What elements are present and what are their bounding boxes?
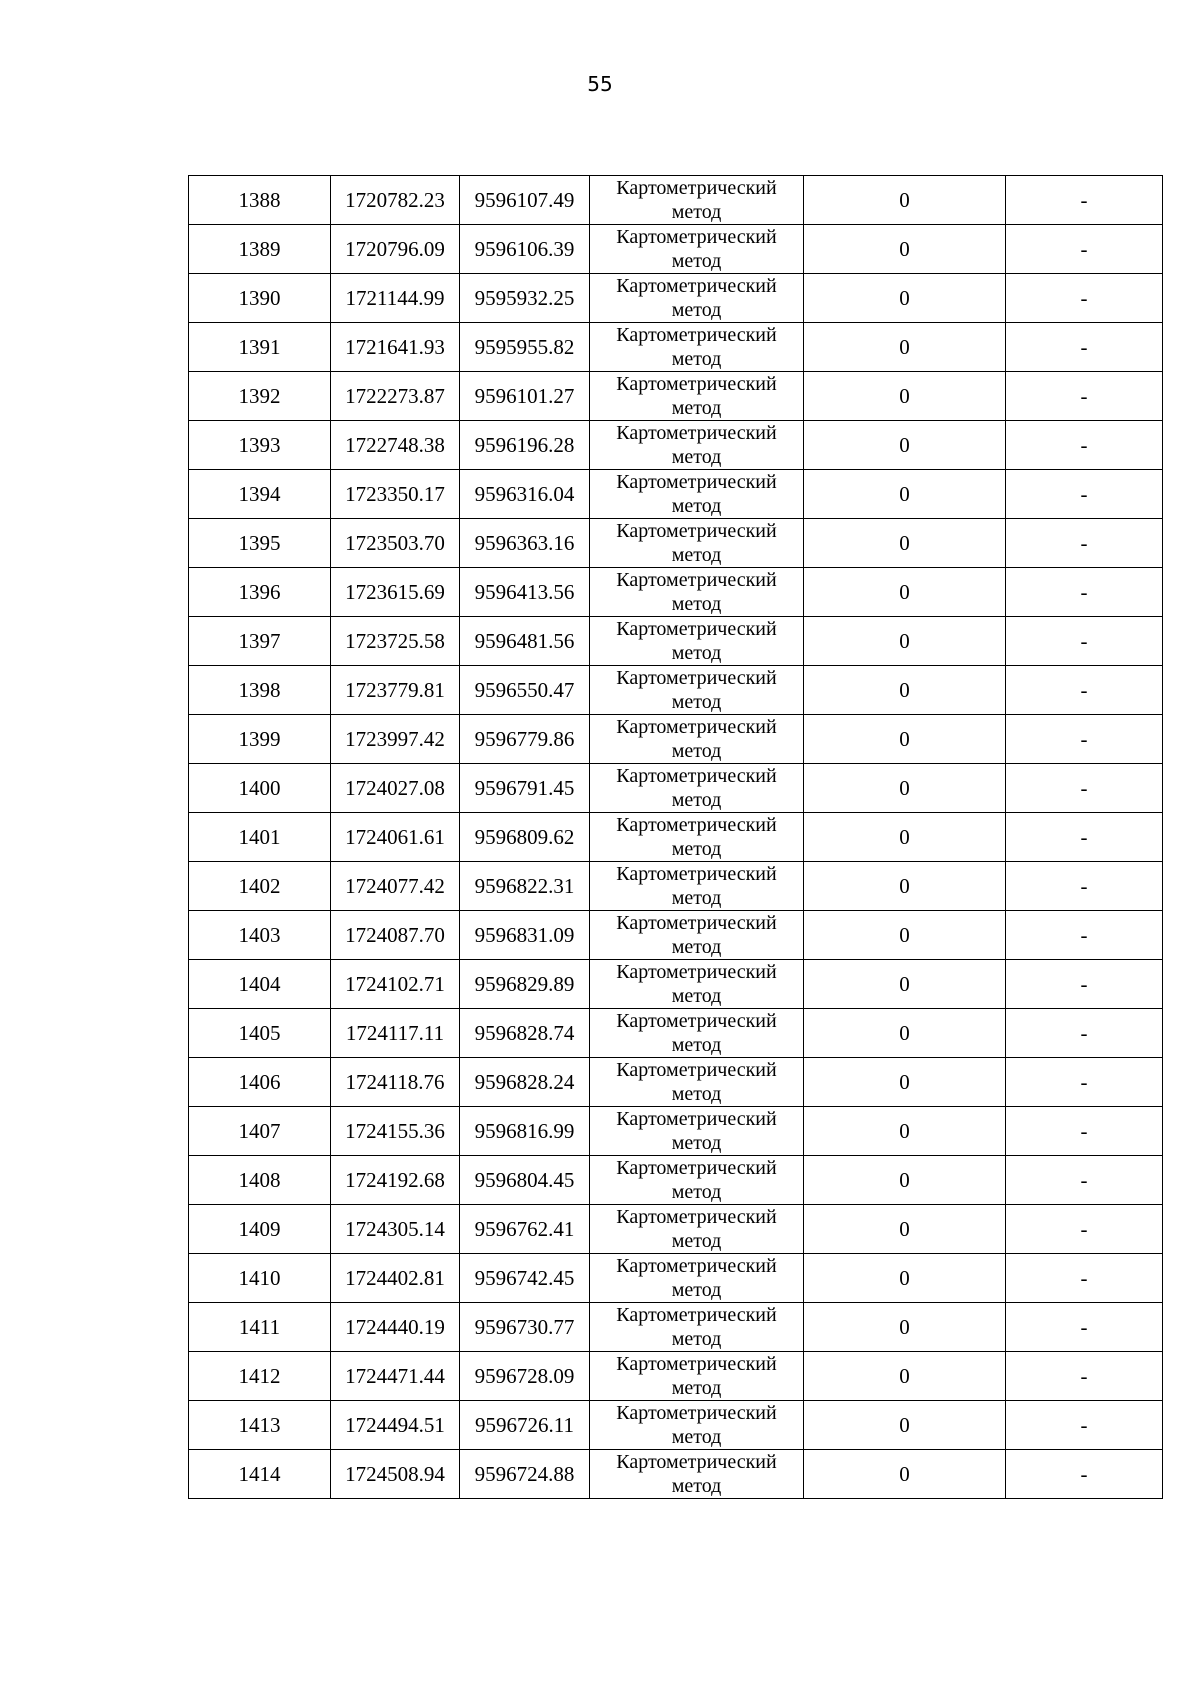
note-cell: - [1006, 1303, 1163, 1352]
method-text: Картометрический [616, 716, 777, 738]
note-cell: - [1006, 764, 1163, 813]
error-cell: 0 [804, 1401, 1006, 1450]
method-text: метод [671, 642, 722, 664]
method-text: Картометрический [616, 1157, 777, 1179]
y-coordinate-cell: 9596809.62 [460, 813, 590, 862]
point-number-cell: 1397 [189, 617, 331, 666]
y-coordinate-cell: 9596762.41 [460, 1205, 590, 1254]
x-coordinate-cell: 1724027.08 [331, 764, 460, 813]
method-text: Картометрический [616, 912, 777, 934]
point-number-cell: 1389 [189, 225, 331, 274]
method-text: метод [671, 1083, 722, 1105]
table-row [189, 1009, 1163, 1058]
method-text: Картометрический [616, 1108, 777, 1130]
method-cell [590, 764, 804, 813]
error-cell: 0 [804, 225, 1006, 274]
error-cell: 0 [804, 1205, 1006, 1254]
y-coordinate-cell: 9596724.88 [460, 1450, 590, 1499]
note-cell: - [1006, 568, 1163, 617]
y-coordinate-cell: 9596730.77 [460, 1303, 590, 1352]
method-cell [590, 1205, 804, 1254]
method-cell [590, 715, 804, 764]
x-coordinate-cell: 1724118.76 [331, 1058, 460, 1107]
x-coordinate-cell: 1724102.71 [331, 960, 460, 1009]
error-cell: 0 [804, 764, 1006, 813]
y-coordinate-cell: 9596831.09 [460, 911, 590, 960]
method-text: метод [671, 1426, 722, 1448]
point-number-cell: 1391 [189, 323, 331, 372]
coordinates-table [188, 175, 1163, 1499]
table-row [189, 1303, 1163, 1352]
method-text: метод [671, 838, 722, 860]
y-coordinate-cell: 9595955.82 [460, 323, 590, 372]
y-coordinate-cell: 9596828.24 [460, 1058, 590, 1107]
method-text: метод [671, 201, 722, 223]
table-row [189, 421, 1163, 470]
method-cell [590, 1352, 804, 1401]
x-coordinate-cell: 1724155.36 [331, 1107, 460, 1156]
method-text: метод [671, 1475, 722, 1497]
x-coordinate-cell: 1720796.09 [331, 225, 460, 274]
method-text: Картометрический [616, 618, 777, 640]
table-row [189, 1254, 1163, 1303]
y-coordinate-cell: 9595932.25 [460, 274, 590, 323]
x-coordinate-cell: 1721144.99 [331, 274, 460, 323]
method-text: метод [671, 593, 722, 615]
x-coordinate-cell: 1724192.68 [331, 1156, 460, 1205]
note-cell: - [1006, 911, 1163, 960]
error-cell: 0 [804, 1450, 1006, 1499]
point-number-cell: 1412 [189, 1352, 331, 1401]
y-coordinate-cell: 9596822.31 [460, 862, 590, 911]
table-row [189, 372, 1163, 421]
table-row [189, 1352, 1163, 1401]
point-number-cell: 1413 [189, 1401, 331, 1450]
y-coordinate-cell: 9596828.74 [460, 1009, 590, 1058]
method-cell [590, 1401, 804, 1450]
table-row [189, 862, 1163, 911]
method-text: метод [671, 446, 722, 468]
point-number-cell: 1392 [189, 372, 331, 421]
error-cell: 0 [804, 1352, 1006, 1401]
point-number-cell: 1394 [189, 470, 331, 519]
method-text: метод [671, 1230, 722, 1252]
error-cell: 0 [804, 1156, 1006, 1205]
table-row [189, 470, 1163, 519]
x-coordinate-cell: 1722273.87 [331, 372, 460, 421]
note-cell: - [1006, 519, 1163, 568]
y-coordinate-cell: 9596779.86 [460, 715, 590, 764]
method-text: Картометрический [616, 226, 777, 248]
note-cell: - [1006, 862, 1163, 911]
method-text: метод [671, 740, 722, 762]
note-cell: - [1006, 1254, 1163, 1303]
point-number-cell: 1388 [189, 176, 331, 225]
x-coordinate-cell: 1724077.42 [331, 862, 460, 911]
point-number-cell: 1393 [189, 421, 331, 470]
table-row [189, 617, 1163, 666]
table-row [189, 1156, 1163, 1205]
y-coordinate-cell: 9596106.39 [460, 225, 590, 274]
x-coordinate-cell: 1723350.17 [331, 470, 460, 519]
y-coordinate-cell: 9596550.47 [460, 666, 590, 715]
method-text: Картометрический [616, 422, 777, 444]
table-row [189, 274, 1163, 323]
point-number-cell: 1395 [189, 519, 331, 568]
error-cell: 0 [804, 176, 1006, 225]
note-cell: - [1006, 1205, 1163, 1254]
note-cell: - [1006, 617, 1163, 666]
error-cell: 0 [804, 1107, 1006, 1156]
table-row [189, 1401, 1163, 1450]
method-cell [590, 421, 804, 470]
point-number-cell: 1400 [189, 764, 331, 813]
y-coordinate-cell: 9596107.49 [460, 176, 590, 225]
note-cell: - [1006, 813, 1163, 862]
error-cell: 0 [804, 519, 1006, 568]
method-text: Картометрический [616, 1451, 777, 1473]
note-cell: - [1006, 1156, 1163, 1205]
method-text: метод [671, 495, 722, 517]
table-row [189, 1107, 1163, 1156]
y-coordinate-cell: 9596829.89 [460, 960, 590, 1009]
y-coordinate-cell: 9596481.56 [460, 617, 590, 666]
x-coordinate-cell: 1724117.11 [331, 1009, 460, 1058]
method-text: метод [671, 250, 722, 272]
point-number-cell: 1405 [189, 1009, 331, 1058]
x-coordinate-cell: 1723779.81 [331, 666, 460, 715]
y-coordinate-cell: 9596804.45 [460, 1156, 590, 1205]
method-text: Картометрический [616, 275, 777, 297]
y-coordinate-cell: 9596413.56 [460, 568, 590, 617]
method-cell [590, 323, 804, 372]
method-text: метод [671, 936, 722, 958]
table-row [189, 225, 1163, 274]
method-cell [590, 1254, 804, 1303]
error-cell: 0 [804, 568, 1006, 617]
method-text: Картометрический [616, 471, 777, 493]
error-cell: 0 [804, 323, 1006, 372]
error-cell: 0 [804, 960, 1006, 1009]
method-text: метод [671, 691, 722, 713]
method-text: метод [671, 789, 722, 811]
method-text: Картометрический [616, 1304, 777, 1326]
method-cell [590, 176, 804, 225]
method-text: Картометрический [616, 961, 777, 983]
x-coordinate-cell: 1724087.70 [331, 911, 460, 960]
method-cell [590, 666, 804, 715]
note-cell: - [1006, 323, 1163, 372]
note-cell: - [1006, 372, 1163, 421]
error-cell: 0 [804, 911, 1006, 960]
method-cell [590, 519, 804, 568]
method-text: Картометрический [616, 177, 777, 199]
y-coordinate-cell: 9596816.99 [460, 1107, 590, 1156]
table-row [189, 519, 1163, 568]
method-cell [590, 372, 804, 421]
table-row [189, 176, 1163, 225]
method-text: Картометрический [616, 667, 777, 689]
error-cell: 0 [804, 1303, 1006, 1352]
x-coordinate-cell: 1723725.58 [331, 617, 460, 666]
point-number-cell: 1414 [189, 1450, 331, 1499]
point-number-cell: 1408 [189, 1156, 331, 1205]
method-text: метод [671, 1132, 722, 1154]
note-cell: - [1006, 176, 1163, 225]
note-cell: - [1006, 1401, 1163, 1450]
x-coordinate-cell: 1721641.93 [331, 323, 460, 372]
point-number-cell: 1407 [189, 1107, 331, 1156]
method-text: метод [671, 1279, 722, 1301]
y-coordinate-cell: 9596728.09 [460, 1352, 590, 1401]
method-cell [590, 960, 804, 1009]
error-cell: 0 [804, 666, 1006, 715]
note-cell: - [1006, 1450, 1163, 1499]
error-cell: 0 [804, 617, 1006, 666]
error-cell: 0 [804, 274, 1006, 323]
table-row [189, 813, 1163, 862]
method-text: Картометрический [616, 814, 777, 836]
note-cell: - [1006, 1352, 1163, 1401]
x-coordinate-cell: 1724061.61 [331, 813, 460, 862]
table-row [189, 764, 1163, 813]
method-text: Картометрический [616, 520, 777, 542]
method-cell [590, 568, 804, 617]
note-cell: - [1006, 274, 1163, 323]
note-cell: - [1006, 960, 1163, 1009]
method-cell [590, 1303, 804, 1352]
method-text: Картометрический [616, 1206, 777, 1228]
table-row [189, 715, 1163, 764]
note-cell: - [1006, 421, 1163, 470]
point-number-cell: 1402 [189, 862, 331, 911]
table-row [189, 666, 1163, 715]
note-cell: - [1006, 666, 1163, 715]
x-coordinate-cell: 1724508.94 [331, 1450, 460, 1499]
note-cell: - [1006, 470, 1163, 519]
table-row [189, 568, 1163, 617]
point-number-cell: 1401 [189, 813, 331, 862]
method-text: Картометрический [616, 1255, 777, 1277]
method-text: метод [671, 1377, 722, 1399]
y-coordinate-cell: 9596316.04 [460, 470, 590, 519]
method-cell [590, 1156, 804, 1205]
x-coordinate-cell: 1720782.23 [331, 176, 460, 225]
method-cell [590, 1107, 804, 1156]
method-text: Картометрический [616, 1059, 777, 1081]
method-text: Картометрический [616, 863, 777, 885]
page-number: 55 [587, 72, 613, 96]
table-body [189, 176, 1163, 1499]
table-row [189, 1450, 1163, 1499]
point-number-cell: 1411 [189, 1303, 331, 1352]
method-text: Картометрический [616, 324, 777, 346]
method-cell [590, 617, 804, 666]
x-coordinate-cell: 1722748.38 [331, 421, 460, 470]
method-text: метод [671, 1181, 722, 1203]
note-cell: - [1006, 1009, 1163, 1058]
method-cell [590, 1450, 804, 1499]
note-cell: - [1006, 1107, 1163, 1156]
method-text: метод [671, 985, 722, 1007]
method-cell [590, 470, 804, 519]
method-cell [590, 911, 804, 960]
error-cell: 0 [804, 470, 1006, 519]
note-cell: - [1006, 1058, 1163, 1107]
method-text: метод [671, 887, 722, 909]
error-cell: 0 [804, 862, 1006, 911]
error-cell: 0 [804, 421, 1006, 470]
method-cell [590, 274, 804, 323]
method-text: метод [671, 1034, 722, 1056]
method-text: метод [671, 397, 722, 419]
error-cell: 0 [804, 1009, 1006, 1058]
y-coordinate-cell: 9596196.28 [460, 421, 590, 470]
x-coordinate-cell: 1723615.69 [331, 568, 460, 617]
method-cell [590, 1009, 804, 1058]
error-cell: 0 [804, 1254, 1006, 1303]
table-row [189, 323, 1163, 372]
x-coordinate-cell: 1724305.14 [331, 1205, 460, 1254]
note-cell: - [1006, 225, 1163, 274]
note-cell: - [1006, 715, 1163, 764]
x-coordinate-cell: 1724471.44 [331, 1352, 460, 1401]
method-text: Картометрический [616, 765, 777, 787]
x-coordinate-cell: 1723503.70 [331, 519, 460, 568]
method-text: метод [671, 299, 722, 321]
point-number-cell: 1409 [189, 1205, 331, 1254]
x-coordinate-cell: 1724402.81 [331, 1254, 460, 1303]
y-coordinate-cell: 9596363.16 [460, 519, 590, 568]
point-number-cell: 1410 [189, 1254, 331, 1303]
point-number-cell: 1396 [189, 568, 331, 617]
method-text: метод [671, 1328, 722, 1350]
y-coordinate-cell: 9596791.45 [460, 764, 590, 813]
table-row [189, 1058, 1163, 1107]
method-text: метод [671, 544, 722, 566]
point-number-cell: 1406 [189, 1058, 331, 1107]
table-row [189, 911, 1163, 960]
y-coordinate-cell: 9596726.11 [460, 1401, 590, 1450]
method-text: Картометрический [616, 1010, 777, 1032]
x-coordinate-cell: 1724440.19 [331, 1303, 460, 1352]
point-number-cell: 1390 [189, 274, 331, 323]
method-text: Картометрический [616, 1402, 777, 1424]
method-text: Картометрический [616, 373, 777, 395]
error-cell: 0 [804, 1058, 1006, 1107]
method-text: Картометрический [616, 1353, 777, 1375]
method-cell [590, 813, 804, 862]
table-row [189, 960, 1163, 1009]
table-row [189, 1205, 1163, 1254]
method-cell [590, 225, 804, 274]
method-text: метод [671, 348, 722, 370]
point-number-cell: 1404 [189, 960, 331, 1009]
point-number-cell: 1398 [189, 666, 331, 715]
point-number-cell: 1403 [189, 911, 331, 960]
x-coordinate-cell: 1724494.51 [331, 1401, 460, 1450]
y-coordinate-cell: 9596742.45 [460, 1254, 590, 1303]
error-cell: 0 [804, 715, 1006, 764]
method-text: Картометрический [616, 569, 777, 591]
y-coordinate-cell: 9596101.27 [460, 372, 590, 421]
point-number-cell: 1399 [189, 715, 331, 764]
method-cell [590, 1058, 804, 1107]
error-cell: 0 [804, 372, 1006, 421]
method-cell [590, 862, 804, 911]
error-cell: 0 [804, 813, 1006, 862]
x-coordinate-cell: 1723997.42 [331, 715, 460, 764]
